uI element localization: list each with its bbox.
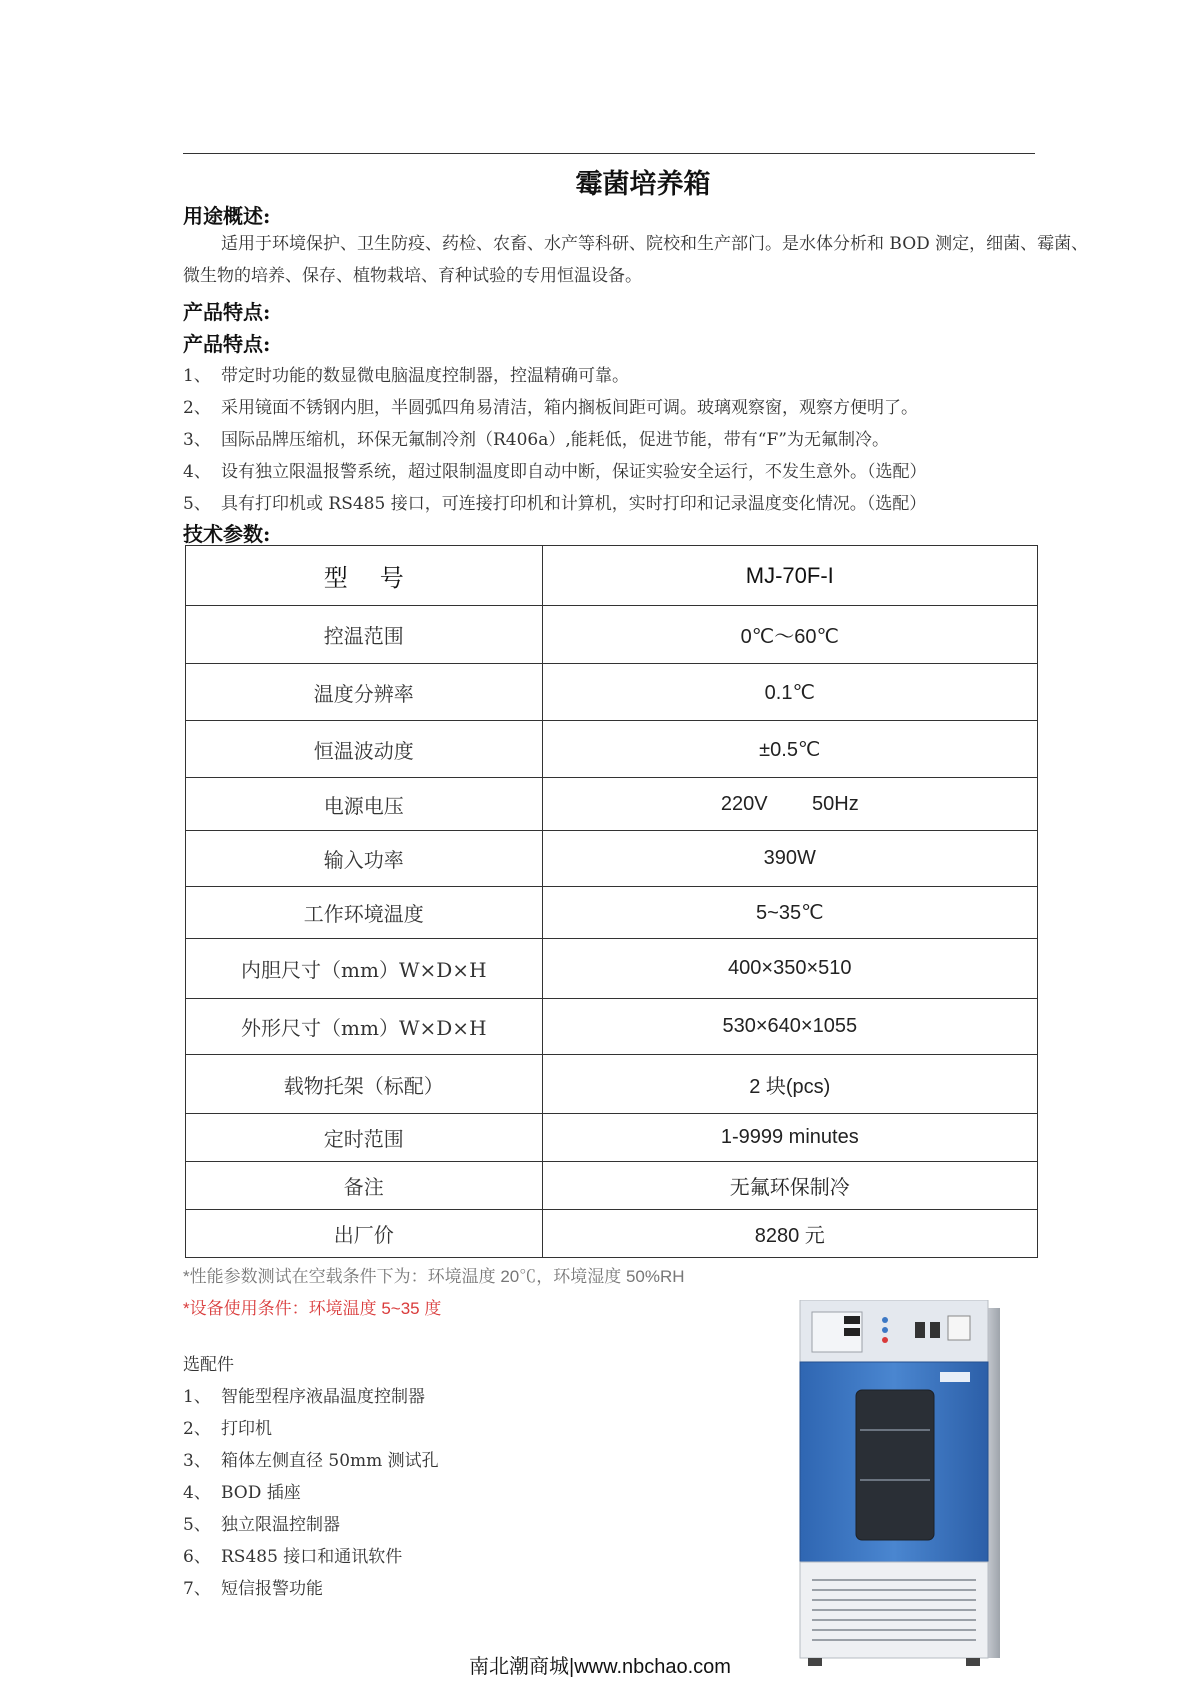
- spec-label: 备注: [186, 1162, 543, 1210]
- spec-value: MJ-70F-I: [542, 546, 1037, 606]
- feature-item: 1、 带定时功能的数显微电脑温度控制器，控温精确可靠。: [183, 366, 629, 386]
- spec-value: 390W: [542, 831, 1037, 887]
- observation-window: [856, 1390, 934, 1540]
- spec-label: 外形尺寸（mm）W×D×H: [186, 999, 543, 1055]
- spec-label: 型号: [186, 546, 543, 606]
- feature-item: 4、 设有独立限温报警系统，超过限制温度即自动中断，保证实验安全运行，不发生意外。（选配）: [183, 462, 927, 482]
- spec-value: 530×640×1055: [542, 999, 1037, 1055]
- spec-value: 1-9999 minutes: [542, 1114, 1037, 1162]
- option-item: 2、 打印机: [183, 1419, 272, 1439]
- spec-label: 恒温波动度: [186, 721, 543, 778]
- spec-row: [186, 721, 1038, 778]
- switch-icon: [915, 1322, 925, 1338]
- switch-icon: [930, 1322, 940, 1338]
- option-item: 7、 短信报警功能: [183, 1579, 323, 1599]
- feature-item: 2、 采用镜面不锈钢内胆，半圆弧四角易清洁，箱内搁板间距可调。玻璃观察窗，观察方便明了。: [183, 398, 918, 418]
- spec-value: 220V 50Hz: [542, 778, 1037, 831]
- top-rule: [183, 153, 1035, 154]
- spec-row: [186, 939, 1038, 999]
- spec-value: 400×350×510: [542, 939, 1037, 999]
- spec-value: ±0.5℃: [542, 721, 1037, 778]
- feature-item: 3、 国际品牌压缩机，环保无氟制冷剂（R406a）,能耗低，促进节能，带有“F”为无氟制冷。: [183, 430, 889, 450]
- spec-label: 工作环境温度: [186, 887, 543, 939]
- spec-row: [186, 778, 1038, 831]
- options-title: 选配件: [183, 1355, 234, 1375]
- spec-value: 0℃～60℃: [542, 606, 1037, 664]
- usage-paragraph: [183, 228, 1103, 292]
- spec-header-row: [186, 546, 1038, 606]
- features-heading-1: 产品特点:: [183, 300, 271, 324]
- spec-value: 0.1℃: [542, 664, 1037, 721]
- specs-heading: 技术参数:: [183, 522, 271, 546]
- spec-label: 定时范围: [186, 1114, 543, 1162]
- display-icon: [844, 1316, 860, 1324]
- usage-text: 适用于环境保护、卫生防疫、药检、农畜、水产等科研、院校和生产部门。是水体分析和 BOD 测定，细菌、霉菌、微生物的培养、保存、植物栽培、育种试验的专用恒温设备。: [183, 234, 1089, 286]
- spec-label: 控温范围: [186, 606, 543, 664]
- footer-brand: 南北潮商城|www.nbchao.com: [469, 1656, 731, 1678]
- spec-label: 温度分辨率: [186, 664, 543, 721]
- spec-row: [186, 1162, 1038, 1210]
- performance-note: *性能参数测试在空载条件下为：环境温度 20℃，环境湿度 50%RH: [183, 1267, 685, 1286]
- vent-grille: [812, 1580, 976, 1640]
- spec-label: 电源电压: [186, 778, 543, 831]
- spec-value: 2 块(pcs): [542, 1055, 1037, 1114]
- option-item: 1、 智能型程序液晶温度控制器: [183, 1387, 425, 1407]
- spec-value: 无氟环保制冷: [542, 1162, 1037, 1210]
- indicator-icon: [882, 1327, 888, 1333]
- brand-label-icon: [940, 1372, 970, 1382]
- spec-label: 内胆尺寸（mm）W×D×H: [186, 939, 543, 999]
- usage-heading: 用途概述:: [183, 204, 271, 228]
- spec-row: [186, 1055, 1038, 1114]
- spec-row: [186, 1210, 1038, 1258]
- spec-row: [186, 887, 1038, 939]
- spec-value: 5~35℃: [542, 887, 1037, 939]
- spec-row: [186, 831, 1038, 887]
- display-icon: [844, 1328, 860, 1336]
- feature-item: 5、 具有打印机或 RS485 接口，可连接打印机和计算机，实时打印和记录温度变化情况。（选配）: [183, 494, 927, 514]
- condition-note: *设备使用条件：环境温度 5~35 度: [183, 1299, 442, 1318]
- timer-icon: [948, 1316, 970, 1340]
- page-title: 霉菌培养箱: [575, 169, 711, 200]
- spec-value: 8280 元: [542, 1210, 1037, 1258]
- spec-row: [186, 999, 1038, 1055]
- option-item: 3、 箱体左侧直径 50mm 测试孔: [183, 1451, 439, 1471]
- option-item: 6、 RS485 接口和通讯软件: [183, 1547, 403, 1567]
- incubator-product-image: [790, 1300, 1010, 1670]
- features-heading-2: 产品特点:: [183, 332, 271, 356]
- spec-label: 输入功率: [186, 831, 543, 887]
- spec-label: 出厂价: [186, 1210, 543, 1258]
- spec-row: [186, 606, 1038, 664]
- option-item: 5、 独立限温控制器: [183, 1515, 340, 1535]
- spec-row: [186, 664, 1038, 721]
- spec-label: 载物托架（标配）: [186, 1055, 543, 1114]
- spec-table: [185, 545, 1038, 1258]
- indicator-icon: [882, 1337, 888, 1343]
- indicator-icon: [882, 1317, 888, 1323]
- option-item: 4、 BOD 插座: [183, 1483, 301, 1503]
- spec-row: [186, 1114, 1038, 1162]
